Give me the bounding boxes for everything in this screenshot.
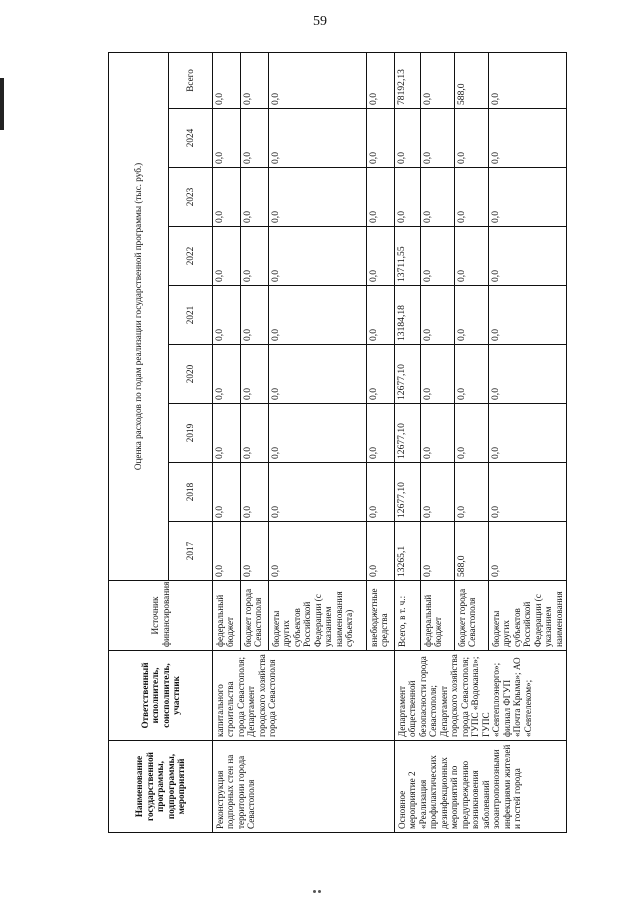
value-cell: 0,0 xyxy=(213,522,241,581)
total-cell: 78192,13 xyxy=(395,52,421,108)
value-cell: 0,0 xyxy=(489,109,567,168)
value-cell: 0,0 xyxy=(241,227,269,286)
value-cell: 0,0 xyxy=(395,168,421,227)
source-cell: бюджеты других субъектов Российской Федерации (с указанием наименования xyxy=(489,581,567,651)
value-cell: 0,0 xyxy=(455,463,489,522)
financing-table xyxy=(108,52,567,833)
margin-mark xyxy=(0,78,4,130)
value-cell: 0,0 xyxy=(489,345,567,404)
source-cell: федеральный бюджет xyxy=(421,581,455,651)
header-total: Всего xyxy=(169,52,213,108)
value-cell: 0,0 xyxy=(455,227,489,286)
total-cell: 0,0 xyxy=(489,52,567,108)
value-cell: 0,0 xyxy=(213,227,241,286)
value-cell: 0,0 xyxy=(395,109,421,168)
value-cell: 0,0 xyxy=(213,345,241,404)
value-cell: 0,0 xyxy=(213,286,241,345)
measure-executor: капитального строительства города Севастополя; Департамент городского хозяйства города Севастополя xyxy=(213,651,395,741)
value-cell: 0,0 xyxy=(241,404,269,463)
value-cell: 0,0 xyxy=(455,404,489,463)
value-cell: 0,0 xyxy=(489,227,567,286)
total-cell: 588,0 xyxy=(455,52,489,108)
total-cell: 0,0 xyxy=(421,52,455,108)
total-cell: 0,0 xyxy=(269,52,367,108)
value-cell: 0,0 xyxy=(367,522,395,581)
header-year: 2020 xyxy=(169,345,213,404)
value-cell: 12677,10 xyxy=(395,345,421,404)
value-cell: 0,0 xyxy=(489,522,567,581)
table-row xyxy=(395,52,421,832)
value-cell: 0,0 xyxy=(367,345,395,404)
value-cell: 0,0 xyxy=(455,345,489,404)
value-cell: 0,0 xyxy=(213,168,241,227)
value-cell: 0,0 xyxy=(421,286,455,345)
header-year: 2024 xyxy=(169,109,213,168)
value-cell: 0,0 xyxy=(421,227,455,286)
header-source: Источник финансирования xyxy=(109,581,213,651)
value-cell: 0,0 xyxy=(269,522,367,581)
rotated-table-area xyxy=(108,53,564,833)
value-cell: 588,0 xyxy=(455,522,489,581)
header-year: 2021 xyxy=(169,286,213,345)
value-cell: 0,0 xyxy=(367,463,395,522)
page-number: 59 xyxy=(313,14,327,29)
value-cell: 12677,10 xyxy=(395,404,421,463)
value-cell: 13184,18 xyxy=(395,286,421,345)
source-cell: бюджет города Севастополя xyxy=(455,581,489,651)
value-cell: 0,0 xyxy=(241,463,269,522)
total-cell: 0,0 xyxy=(367,52,395,108)
source-cell: внебюджетные средства xyxy=(367,581,395,651)
header-year: 2022 xyxy=(169,227,213,286)
value-cell: 0,0 xyxy=(269,345,367,404)
total-cell: 0,0 xyxy=(241,52,269,108)
value-cell: 0,0 xyxy=(455,168,489,227)
header-name: Наименование государственной программы, подпрограммы, мероприятий xyxy=(109,741,213,833)
value-cell: 0,0 xyxy=(241,286,269,345)
value-cell: 0,0 xyxy=(455,286,489,345)
value-cell: 0,0 xyxy=(421,404,455,463)
source-cell: федеральный бюджет xyxy=(213,581,241,651)
measure-name: Реконструкция подпорных стен на территории города Севастополя xyxy=(213,741,395,833)
value-cell: 0,0 xyxy=(367,227,395,286)
value-cell: 0,0 xyxy=(367,168,395,227)
value-cell: 12677,10 xyxy=(395,463,421,522)
value-cell: 0,0 xyxy=(241,522,269,581)
header-executor: Ответственный исполнитель, соисполнитель, участник xyxy=(109,651,213,741)
value-cell: 13265,1 xyxy=(395,522,421,581)
value-cell: 0,0 xyxy=(213,463,241,522)
measure-name: Основное мероприятие 2 «Реализация профилактических дезинфекционных мероприятий по предупреждению возникновения заболеваний зооантропонозными инфекциями жителей и гостей города xyxy=(395,741,567,833)
table-row xyxy=(213,52,241,832)
value-cell: 0,0 xyxy=(421,463,455,522)
value-cell: 0,0 xyxy=(213,109,241,168)
header-row-1 xyxy=(109,52,169,832)
value-cell: 0,0 xyxy=(367,286,395,345)
value-cell: 0,0 xyxy=(269,168,367,227)
value-cell: 0,0 xyxy=(367,109,395,168)
value-cell: 0,0 xyxy=(421,109,455,168)
header-year: 2018 xyxy=(169,463,213,522)
value-cell: 0,0 xyxy=(269,227,367,286)
value-cell: 0,0 xyxy=(455,109,489,168)
header-year: 2023 xyxy=(169,168,213,227)
value-cell: 0,0 xyxy=(269,463,367,522)
source-cell: бюджеты других субъектов Российской Федерации (с указанием наименования субъекта) xyxy=(269,581,367,651)
value-cell: 0,0 xyxy=(269,404,367,463)
value-cell: 0,0 xyxy=(241,168,269,227)
value-cell: 0,0 xyxy=(421,522,455,581)
value-cell: 0,0 xyxy=(269,286,367,345)
value-cell: 0,0 xyxy=(241,109,269,168)
measure-executor: Департамент общественной безопасности города Севастополя; Департамент городского хозяйства города Севастополя; ГУПС «Водоканал»; ГУПС «Севтеплоэнерго»; филиал ФГУП «Почта Крыма»; АО «Севтелеком»; xyxy=(395,651,567,741)
value-cell: 0,0 xyxy=(367,404,395,463)
source-cell: Всего, в т. ч.: xyxy=(395,581,421,651)
value-cell: 0,0 xyxy=(421,168,455,227)
scan-artifact xyxy=(312,880,330,892)
header-year: 2017 xyxy=(169,522,213,581)
table-sheet xyxy=(108,53,564,833)
header-year: 2019 xyxy=(169,404,213,463)
source-cell: бюджет города Севастополя xyxy=(241,581,269,651)
value-cell: 0,0 xyxy=(489,168,567,227)
header-estimate: Оценка расходов по годам реализации государственной программы (тыс. руб.) xyxy=(109,52,169,580)
value-cell: 0,0 xyxy=(269,109,367,168)
total-cell: 0,0 xyxy=(213,52,241,108)
value-cell: 0,0 xyxy=(489,404,567,463)
value-cell: 13711,55 xyxy=(395,227,421,286)
value-cell: 0,0 xyxy=(213,404,241,463)
value-cell: 0,0 xyxy=(421,345,455,404)
value-cell: 0,0 xyxy=(489,463,567,522)
value-cell: 0,0 xyxy=(489,286,567,345)
value-cell: 0,0 xyxy=(241,345,269,404)
